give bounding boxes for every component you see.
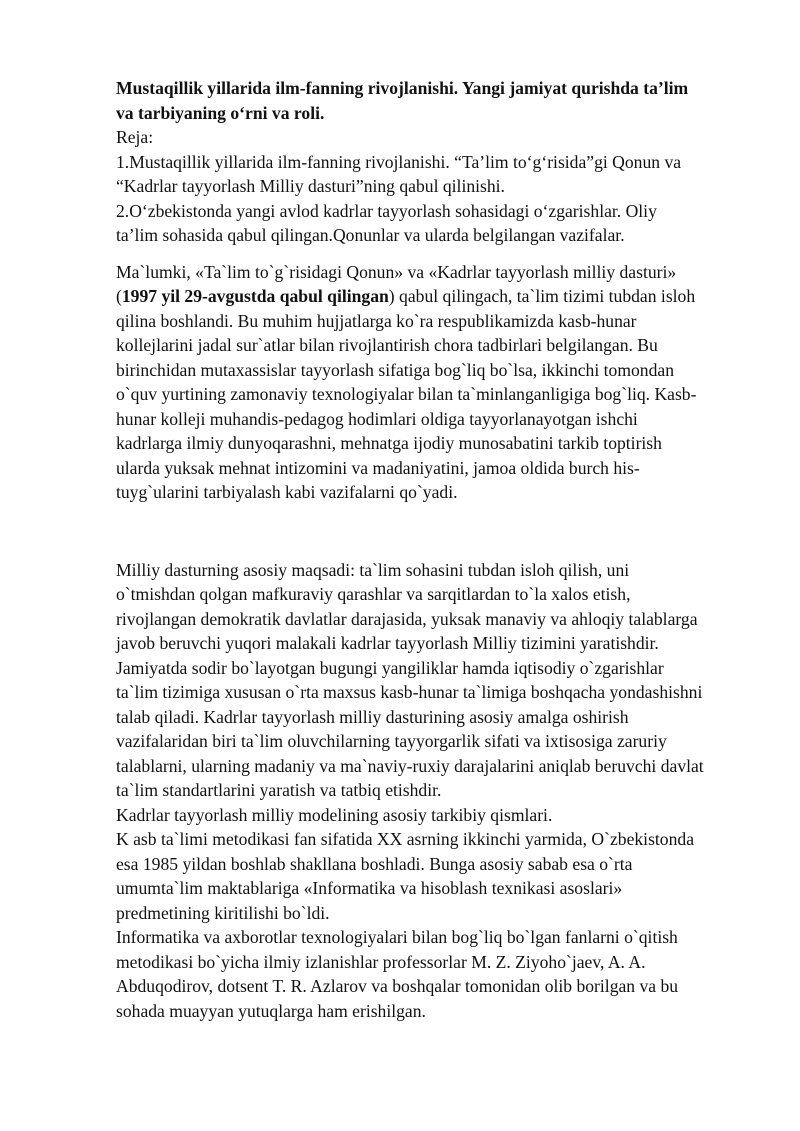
plan-section [116,125,740,248]
paragraph-line: javob beruvchi yuqori malakali kadrlar tayyorlash Milliy tizimini yaratishdir. [116,633,659,653]
paragraph-line: metodikasi bo`yicha ilmiy izlanishlar professorlar M. Z. Ziyoho`jaev, A. A. [116,951,646,972]
paragraph-line: qilina boshlandi. Bu muhim hujjatlarga ko`ra respublikamizda kasb-hunar [116,310,637,331]
plan-line: 1.Mustaqillik yillarida ilm-fanning rivojlanishi. “Ta’lim toʻgʻrisida”gi Qonun va [116,151,682,172]
paragraph-line: vazifalaridan biri ta`lim oluvchilarning tayyorgarlik sifati va ixtisosiga zaruriy [116,731,667,751]
paragraph-line: Milliy dasturning asosiy maqsadi: ta`lim sohasini tubdan isloh qilish, uni [116,559,630,580]
paren-open: ( [116,286,122,306]
paragraph-line: rivojlangan demokratik davlatlar darajasida, yuksak manaviy va ahloqiy talablarga [116,608,698,629]
paragraph-line: ularda yuksak mehnat intizomini va madaniyatini, jamoa oldida burch his- [116,457,640,478]
paragraph-line: Kadrlar tayyorlash milliy modelining asosiy tarkibiy qismlari. [116,804,553,825]
paragraph-line: Ma`lumki, «Ta`lim to`g`risidagi Qonun» va «Kadrlar tayyorlash milliy dasturi» [116,261,677,282]
title-line: va tarbiyaning oʻrni va roli. [116,102,325,123]
paragraph-line: kadrlarga ilmiy dunyoqarashni, mehnatga ijodiy munosabatini tarkib toptirish [116,433,662,453]
paragraph-line: ta`lim tizimiga xususan o`rta maxsus kasb-hunar ta`limiga boshqacha yondashishni [116,682,703,702]
bold-date-text: 1997 yil 29-avgustda qabul qilingan [121,286,389,306]
plan-line: ta’lim sohasida qabul qilingan.Qonunlar va ularda belgilangan vazifalar. [116,225,625,245]
paragraph-line: predmetining kiritilishi bo`ldi. [116,902,330,923]
document-title [116,76,740,125]
paragraph-line: Jamiyatda sodir bo`layotgan bugungi yangiliklar hamda iqtisodiy o`zgarishlar [116,657,664,678]
paragraph-line: talablarni, ularning madaniy va ma`naviy-ruxiy darajalarini aniqlab beruvchi davlat [116,755,704,776]
paragraph-line: birinchidan mutaxassislar tayyorlash sifatiga bog`liq bo`lsa, ikkinchi tomondan [116,359,675,380]
paragraph-line: o`quv yurtining zamonaviy texnologiyalar bilan ta`minlanganligiga bog`liq. Kasb- [116,384,697,404]
paragraph-2 [116,558,740,1024]
paragraph-line: sohada muayyan yutuqlarga ham erishilgan. [116,1000,426,1021]
paragraph-line: ta`lim standartlarini yaratish va tatbiq etishdir. [116,780,442,800]
paragraph-line: hunar kolleji muhandis-pedagog hodimlari oldiga tayyorlanayotgan ishchi [116,408,638,429]
paragraph-line: talab qiladi. Kadrlar tayyorlash milliy dasturining asosiy amalga oshirish [116,706,629,727]
paragraph-line: kollejlarini jadal sur`atlar bilan rivojlantirish chora tadbirlari belgilangan. Bu [116,335,658,355]
paragraph-line: esa 1985 yildan boshlab shakllana boshladi. Bunga asosiy sabab esa o`rta [116,853,633,874]
paragraph-line: Informatika va axborotlar texnologiyalari bilan bog`liq bo`lgan fanlarni o`qitish [116,927,678,947]
title-line: Mustaqillik yillarida ilm-fanning rivojlanishi. Yangi jamiyat qurishda ta’lim [116,78,689,98]
paragraph-line: Abduqodirov, dotsent T. R. Azlarov va boshqalar tomonidan olib borilgan va bu [116,976,679,996]
paragraph-text: ) qabul qilingach, ta`lim tizimi tubdan isloh [388,286,696,306]
paragraph-1 [116,260,740,505]
plan-heading: Reja: [116,127,154,147]
paragraph-line: K asb ta`limi metodikasi fan sifatida XX asrning ikkinchi yarmida, O`zbekistonda [116,829,695,849]
plan-line: “Kadrlar tayyorlash Milliy dasturi”ning qabul qilinishi. [116,176,505,196]
paragraph-line: o`tmishdan qolgan mafkuraviy qarashlar va sarqitlardan to`la xalos etish, [116,584,631,604]
paragraph-line [116,284,740,309]
paragraph-line: tuyg`ularini tarbiyalash kabi vazifalarni qo`yadi. [116,482,458,502]
paragraph-gap [116,248,740,260]
paragraph-line: umumta`lim maktablariga «Informatika va hisoblash texnikasi asoslari» [116,878,623,898]
plan-line: 2.Oʻzbekistonda yangi avlod kadrlar tayyorlash sohasidagi oʻzgarishlar. Oliy [116,200,657,221]
paragraph-gap [116,505,740,558]
